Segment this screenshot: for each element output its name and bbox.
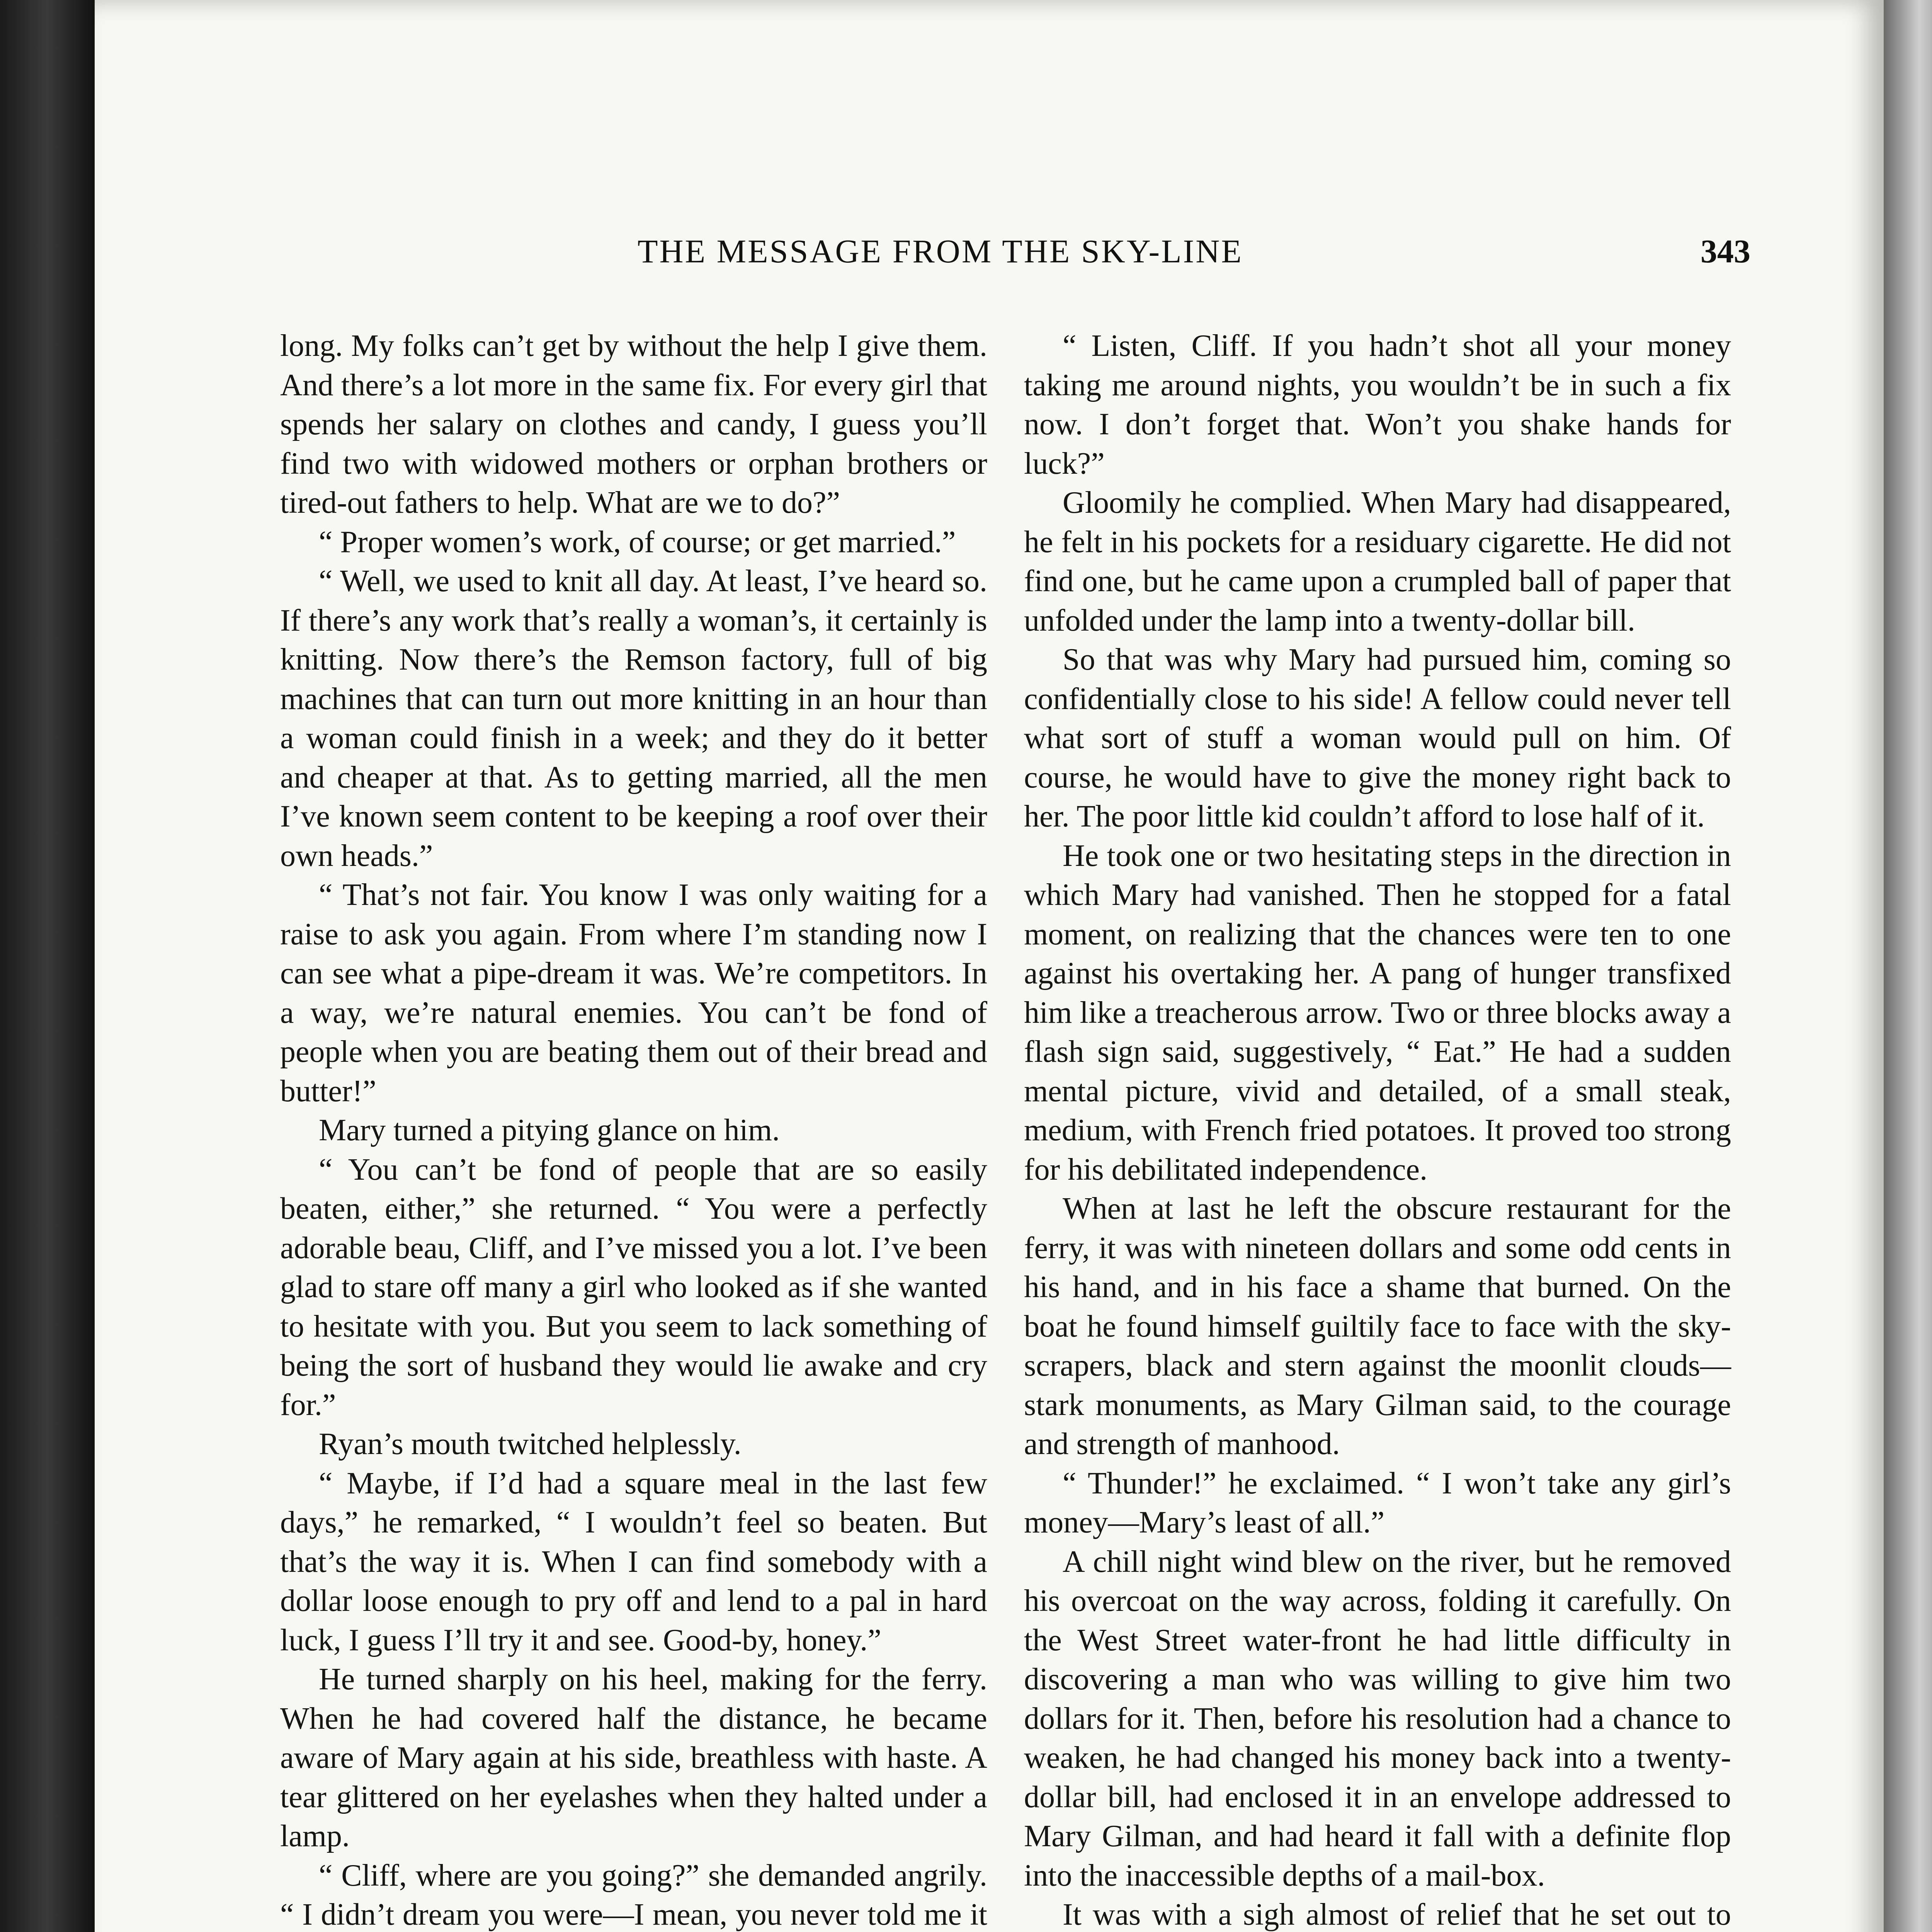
running-title: THE MESSAGE FROM THE SKY-LINE — [638, 233, 1243, 270]
paragraph: Gloomily he complied. When Mary had disappeared, he felt in his pockets for a residuary cigarette. He did not find one, but he came upon a crumpled ball of paper that unfolded under the lamp into a twenty-dollar bill. — [1024, 486, 1731, 638]
page-right-edge — [1884, 0, 1932, 1932]
paragraph: Ryan’s mouth twitched helplessly. — [319, 1427, 742, 1461]
paragraph: “ You can’t be fond of people that are so easily beaten, either,” she returned. “ You were a perfectly adorable beau, Cliff, and I’ve missed you a lot. I’ve been glad to stare off many a girl who looked as if she wanted to hesitate with you. But you seem to lack something of being the sort of husband they would lie awake and cry for.” — [280, 1152, 987, 1422]
paragraph: A chill night wind blew on the river, but he removed his overcoat on the way across, folding it carefully. On the West Street water-front he had little difficulty in discovering a man who was willing to give him two dollars for it. Then, before his resolution had a chance to weaken, he had changed his money back into a twenty-dollar bill, had enclosed it in an envelope addressed to Mary Gilman, and had heard it fall with a definite flop into the inaccessible depths of a mail-box. — [1024, 1544, 1731, 1893]
paragraph: “ Well, we used to knit all day. At least, I’ve heard so. If there’s any work that’s really a woman’s, it certainly is knitting. Now there’s the Remson factory, full of big machines that can turn out more knitting in an hour than a woman could finish in a week; and they do it better and cheaper at that. As to getting married, all the men I’ve known seem content to be keeping a roof over their own heads.” — [280, 564, 987, 873]
left-column — [280, 327, 987, 1932]
paragraph: “ Maybe, if I’d had a square meal in the last few days,” he remarked, “ I wouldn’t feel so beaten. But that’s the way it is. When I can find somebody with a dollar loose enough to pry off and lend to a pal in hard luck, I guess I’ll try it and see. Good-by, honey.” — [280, 1466, 987, 1657]
paragraph: He turned sharply on his heel, making for the ferry. When he had covered half the distance, he became aware of Mary again at his side, breathless with haste. A tear glittered on her eyelashes when they halted under a lamp. — [280, 1662, 987, 1853]
paragraph: So that was why Mary had pursued him, coming so confidentially close to his side! A fellow could never tell what sort of stuff a woman would pull on him. Of course, he would have to give the money right back to her. The poor little kid couldn’t afford to lose half of it. — [1024, 643, 1731, 833]
paragraph: “ Listen, Cliff. If you hadn’t shot all your money taking me around nights, you wouldn’t be in such a fix now. I don’t forget that. Won’t you shake hands for luck?” — [1024, 329, 1731, 481]
paragraph: It was with a sigh almost of relief that he set out to — [1063, 1898, 1731, 1932]
paragraph: “ That’s not fair. You know I was only waiting for a raise to ask you again. From where I’m standing now I can see what a pipe-dream it was. We’re competitors. In a way, we’re natural enemies. You can’t be fond of people when you are beating them out of their bread and butter!” — [280, 878, 987, 1108]
page-number: 343 — [1701, 233, 1750, 270]
paragraph: He took one or two hesitating steps in the direction in which Mary had vanished. Then he stopped for a fatal moment, on realizing that the chances were ten to one against his overtaking her. A pang of hunger transfixed him like a treacherous arrow. Two or three blocks away a flash sign said, suggestively, “ Eat.” He had a sudden mental picture, vivid and detailed, of a small steak, medium, with French fried potatoes. It proved too strong for his debilitated independence. — [1024, 838, 1731, 1187]
paragraph: “ Cliff, where are you going?” she demanded angrily. “ I didn’t dream you were—I mean, you never told me it — [280, 1858, 987, 1932]
paragraph: long. My folks can’t get by without the help I give them. And there’s a lot more in the same fix. For every girl that spends her salary on clothes and candy, I guess you’ll find two with widowed mothers or orphan brothers or tired-out fathers to help. What are we to do?” — [280, 329, 987, 520]
paragraph: When at last he left the obscure restaurant for the ferry, it was with nineteen dollars and some odd cents in his hand, and in his face a shame that burned. On the boat he found himself guiltily face to face with the sky-scrapers, black and stern against the moonlit clouds—stark monuments, as Mary Gilman said, to the courage and strength of manhood. — [1024, 1192, 1731, 1461]
paragraph: “ Thunder!” he exclaimed. “ I won’t take any girl’s money—Mary’s least of all.” — [1024, 1466, 1731, 1539]
scan-left-edge — [0, 0, 95, 1932]
right-column — [1024, 327, 1731, 1932]
running-header — [638, 232, 1750, 270]
paragraph: “ Proper women’s work, of course; or get married.” — [319, 525, 956, 559]
paragraph: Mary turned a pitying glance on him. — [319, 1113, 780, 1147]
